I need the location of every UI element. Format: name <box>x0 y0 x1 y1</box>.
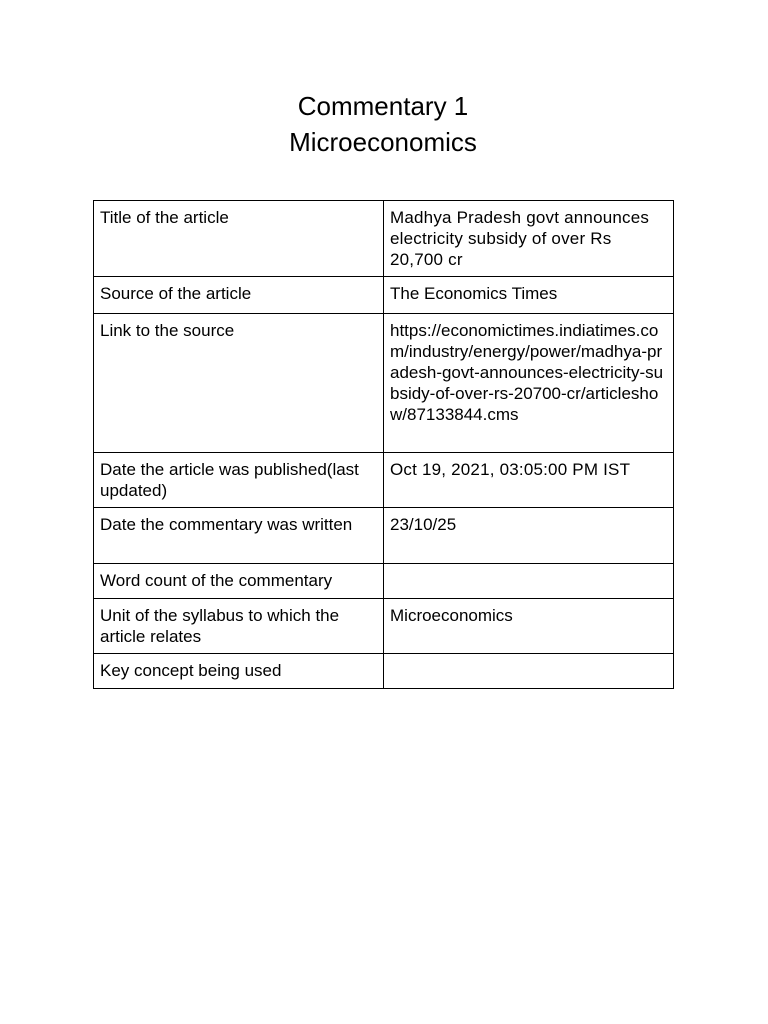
label-unit: Unit of the syllabus to which the article relates <box>94 599 384 654</box>
label-link: Link to the source <box>94 314 384 453</box>
value-published: Oct 19, 2021, 03:05:00 PM IST <box>384 453 674 508</box>
label-written: Date the commentary was written <box>94 508 384 564</box>
title-line-commentary: Commentary 1 <box>297 91 469 121</box>
label-title: Title of the article <box>94 201 384 277</box>
value-key-concept <box>384 654 674 689</box>
value-title: Madhya Pradesh govt announces electricity subsidy of over Rs 20,700 cr <box>384 201 674 277</box>
page-title <box>0 88 766 160</box>
article-info-table <box>93 200 674 689</box>
title-line-subject: Microeconomics <box>289 127 477 157</box>
label-source: Source of the article <box>94 277 384 314</box>
label-key-concept: Key concept being used <box>94 654 384 689</box>
value-source: The Economics Times <box>384 277 674 314</box>
table-row-unit <box>94 599 674 654</box>
label-word-count: Word count of the commentary <box>94 564 384 599</box>
value-unit: Microeconomics <box>384 599 674 654</box>
value-written: 23/10/25 <box>384 508 674 564</box>
table-row-word-count <box>94 564 674 599</box>
value-word-count <box>384 564 674 599</box>
label-published: Date the article was published(last updated) <box>94 453 384 508</box>
table-row-link <box>94 314 674 453</box>
value-link[interactable]: https://economictimes.indiatimes.com/industry/energy/power/madhya-pradesh-govt-announces-electricity-subsidy-of-over-rs-20700-cr/articleshow/87133844.cms <box>384 314 674 453</box>
table-row-written <box>94 508 674 564</box>
table-row-source <box>94 277 674 314</box>
table-row-key-concept <box>94 654 674 689</box>
table-row-title <box>94 201 674 277</box>
table-row-published <box>94 453 674 508</box>
